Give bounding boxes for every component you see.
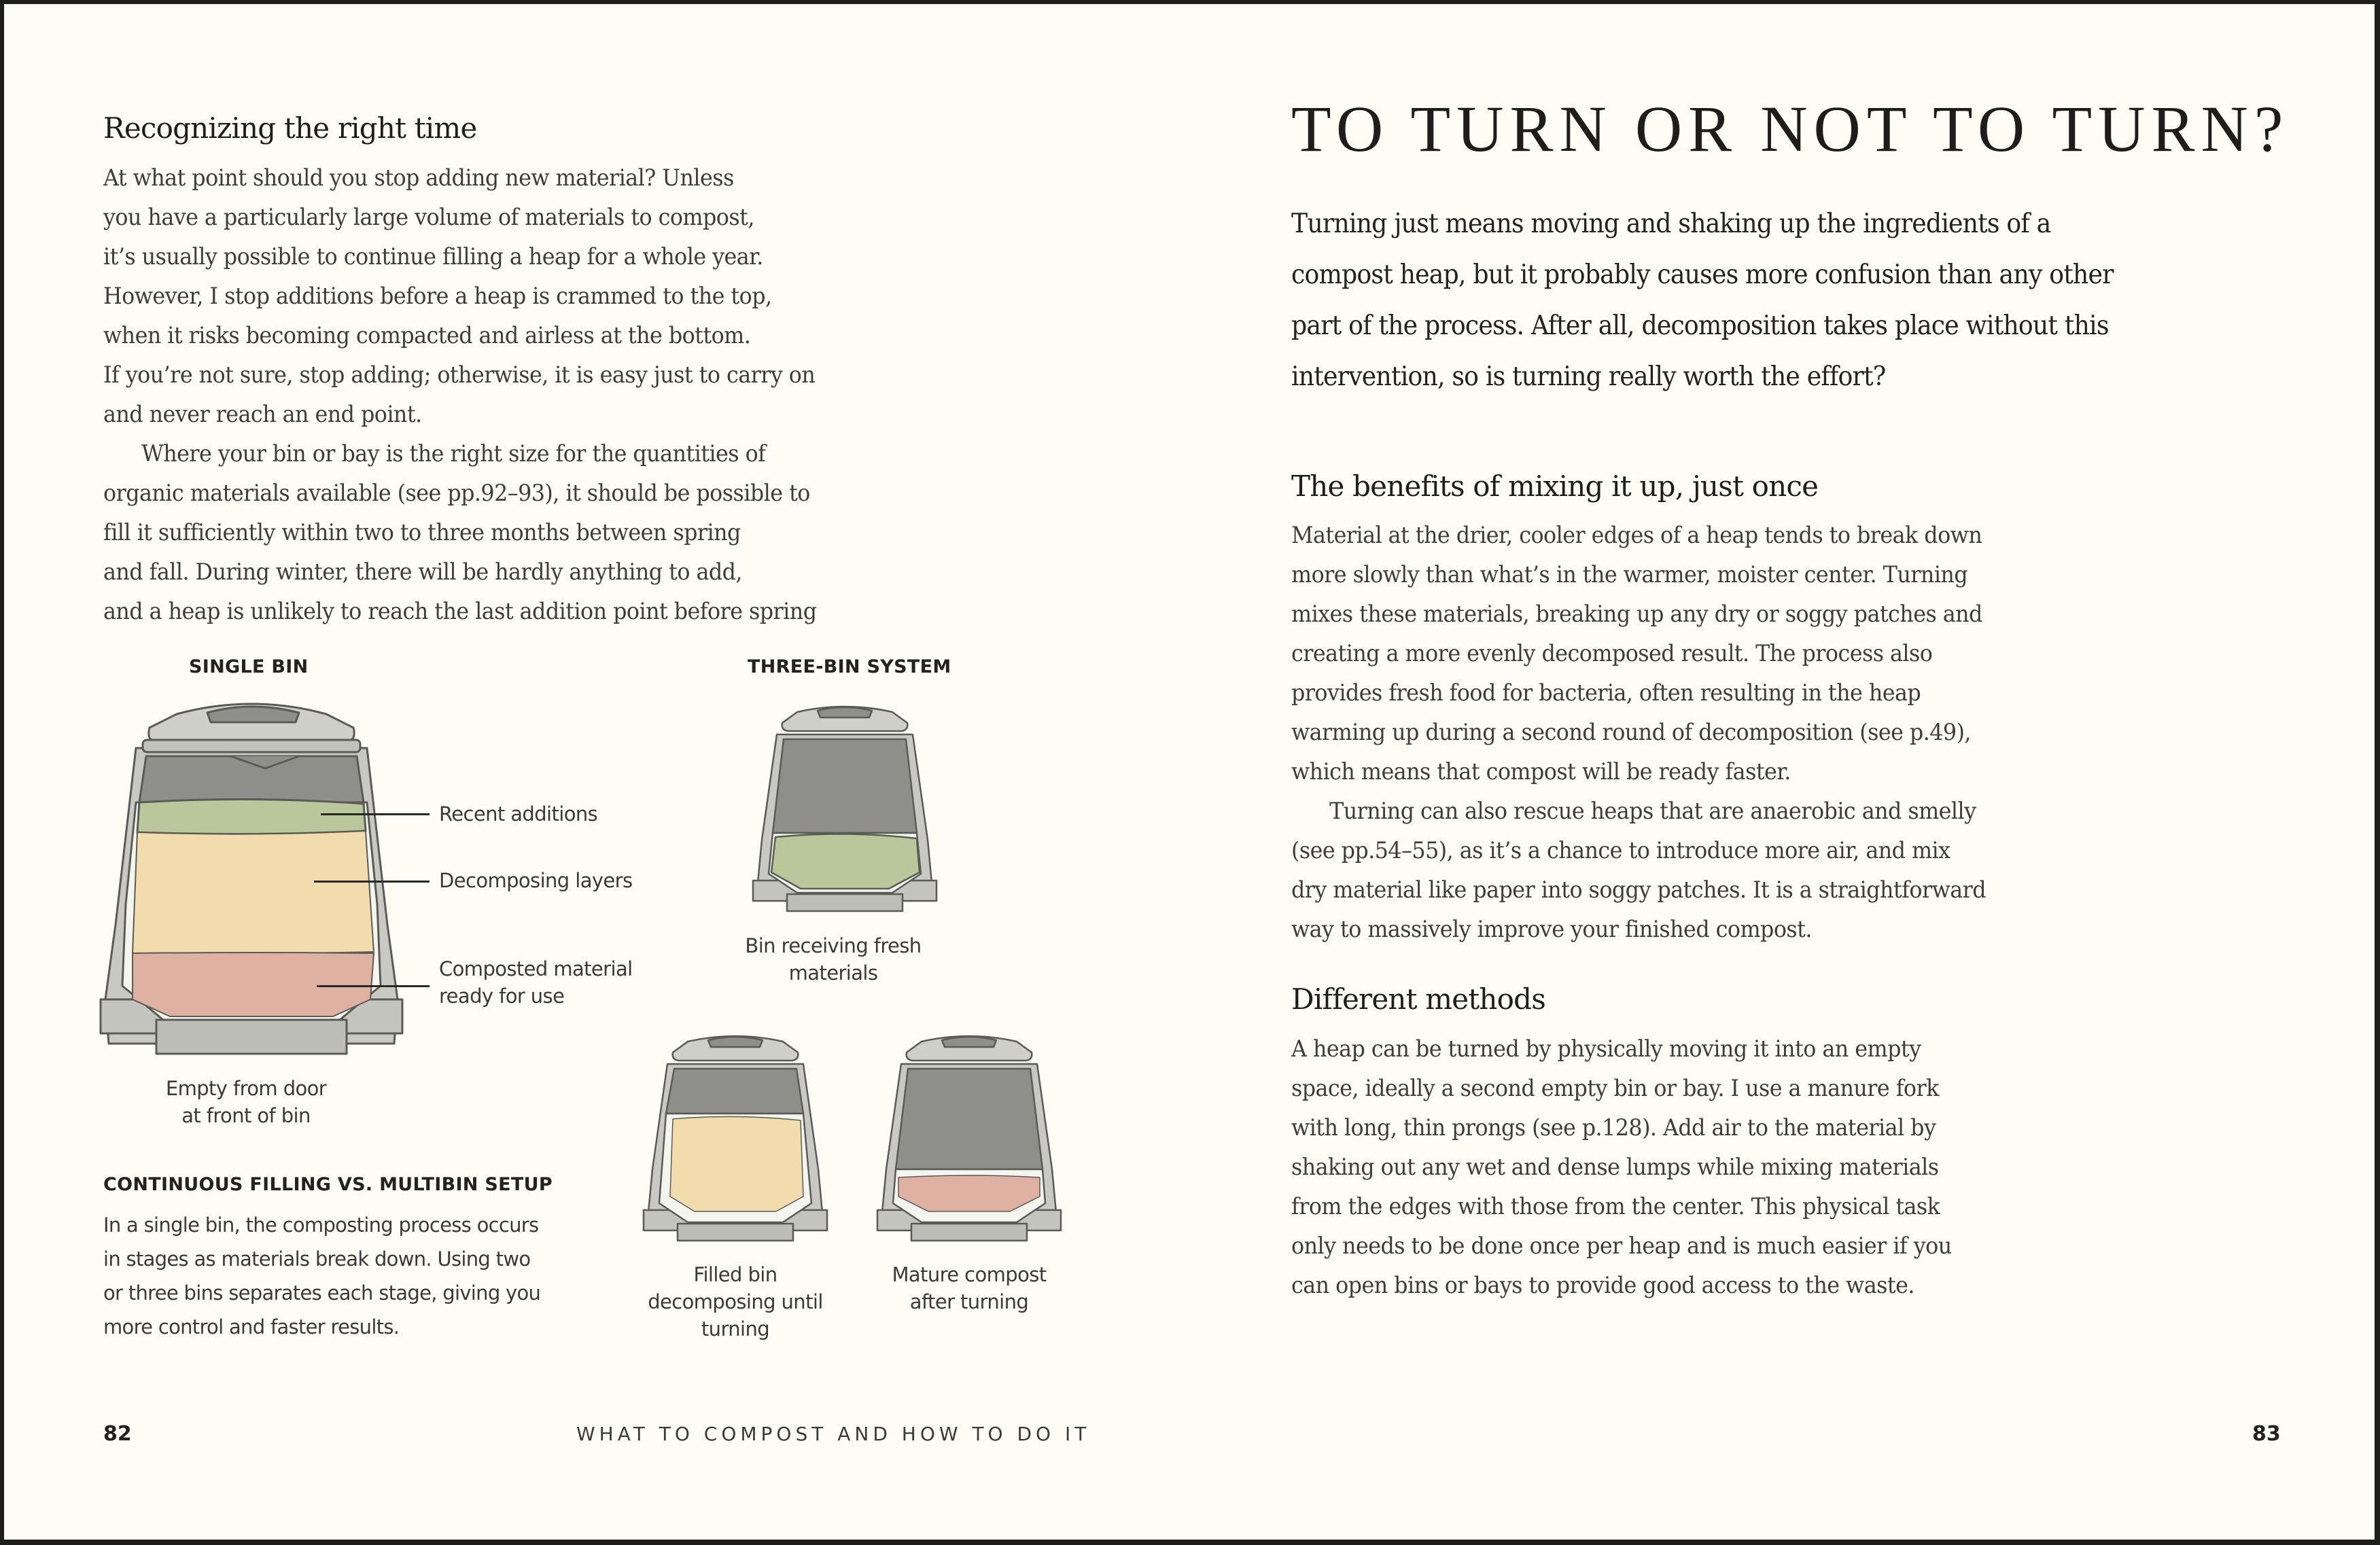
intro-paragraph: Turning just means moving and shaking up the ingredients of a compost heap, but it probably causes more confusion than any other part of the process. After all, decomposition takes place without this intervention, so is turning really worth the effort? (1291, 209, 2114, 392)
label-composted-material: Composted material ready for use (439, 957, 633, 1008)
page-number-right: 83 (2252, 1422, 2281, 1446)
paragraph-benefits-2: Turning can also rescue heaps that are anaerobic and smelly (see pp.54–55), as it’s a chance to introduce more air, and mix dry material like paper into soggy patches. It is a straightforward way to massively improve your finished compost. (1291, 798, 1987, 943)
three-bin-heading: THREE-BIN SYSTEM (748, 656, 951, 677)
single-bin-heading: SINGLE BIN (189, 656, 309, 677)
leader-line-composted (317, 985, 430, 987)
leader-line-recent (321, 813, 430, 815)
section-heading-recognizing: Recognizing the right time (103, 111, 477, 145)
paragraph-recognizing-1: At what point should you stop adding new material? Unless you have a particularly large volume of materials to compost, it’s usually possible to continue filling a heap for a whole year. However, I stop additions before a heap is crammed to the top, when it risks becoming compacted and airless at the bottom. If you’re not sure, stop adding; otherwise, it is easy just to carry on and never reach an end point. (103, 164, 816, 428)
sidebar-body: In a single bin, the composting process occurs in stages as materials break down. Using two or three bins separates each stage, giving you more control and faster results. (103, 1213, 541, 1338)
book-spread (4, 4, 2375, 1540)
running-head: WHAT TO COMPOST AND HOW TO DO IT (576, 1423, 1091, 1445)
section-heading-benefits: The benefits of mixing it up, just once (1291, 469, 1819, 503)
label-decomposing-layers: Decomposing layers (439, 869, 633, 892)
paragraph-recognizing-2: Where your bin or bay is the right size for the quantities of organic materials available (see pp.92–93), it should be possible to fill it sufficiently within two to three months between spring and fall. During winter, there will be hardly anything to add, and a heap is unlikely to reach the last addition point before spring (103, 440, 817, 625)
bin-mature-compost-illustration (874, 1033, 1064, 1244)
bin-decomposing-illustration (640, 1033, 830, 1244)
page-title: TO TURN OR NOT TO TURN? (1291, 92, 2290, 165)
paragraph-benefits-1: Material at the drier, cooler edges of a heap tends to break down more slowly than what’s in the warmer, moister center. Turning mixes these materials, breaking up any dry or soggy patches and creating a more evenly decomposed result. The process also provides fresh food for bacteria, often resulting in the heap warming up during a second round of decomposition (see p.49), which means that compost will be ready faster. (1291, 522, 1982, 785)
label-recent-additions: Recent additions (439, 802, 598, 825)
caption-empty-from-door: Empty from door at front of bin (165, 1077, 327, 1127)
caption-bin-receiving-fresh: Bin receiving fresh materials (745, 934, 922, 984)
sidebar-heading: CONTINUOUS FILLING VS. MULTIBIN SETUP (103, 1174, 553, 1195)
caption-filled-bin: Filled bin decomposing until turning (648, 1263, 823, 1340)
bin-receiving-fresh-illustration (750, 704, 940, 914)
leader-line-decomposing (314, 881, 430, 883)
page-number-left: 82 (103, 1422, 132, 1446)
section-heading-methods: Different methods (1291, 982, 1545, 1016)
paragraph-methods: A heap can be turned by physically moving it into an empty space, ideally a second empty bin or bay. I use a manure fork with long, thin prongs (see p.128). Add air to the material by shaking out any wet and dense lumps while mixing materials from the edges with those from the center. This physical task only needs to be done once per heap and is much easier if you can open bins or bays to provide good access to the waste. (1291, 1035, 1952, 1299)
caption-mature-compost: Mature compost after turning (892, 1263, 1047, 1313)
